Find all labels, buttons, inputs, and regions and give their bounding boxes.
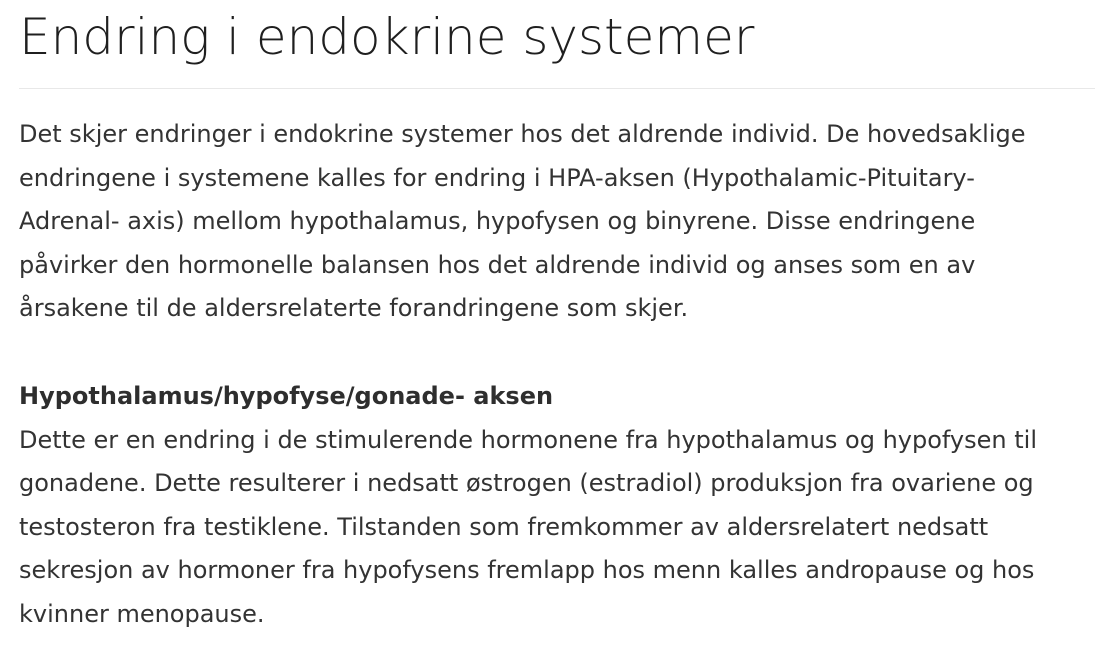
article bbox=[19, 0, 1095, 637]
section-heading: Hypothalamus/hypofyse/gonade- aksen bbox=[19, 381, 554, 410]
section-line: Dette er en endring i de stimulerende hormonene fra hypothalamus og hypofysen til bbox=[19, 425, 1037, 454]
intro-line: Adrenal- axis) mellom hypothalamus, hypofysen og binyrene. Disse endringene bbox=[19, 207, 976, 236]
intro-line: endringene i systemene kalles for endring i HPA-aksen (Hypothalamic-Pituitary- bbox=[19, 163, 975, 192]
intro-paragraph bbox=[19, 113, 1095, 331]
intro-line: årsakene til de aldersrelaterte forandringene som skjer. bbox=[19, 294, 689, 323]
section-line: testosteron fra testiklene. Tilstanden som fremkommer av aldersrelatert nedsatt bbox=[19, 512, 989, 541]
section-line: sekresjon av hormoner fra hypofysens fremlapp hos menn kalles andropause og hos bbox=[19, 556, 1035, 585]
title-divider bbox=[19, 88, 1095, 89]
intro-line: Det skjer endringer i endokrine systemer hos det aldrende individ. De hovedsaklige bbox=[19, 120, 1026, 148]
section-line: kvinner menopause. bbox=[19, 599, 265, 628]
section-line: gonadene. Dette resulterer i nedsatt østrogen (estradiol) produksjon fra ovariene og bbox=[19, 469, 1034, 498]
section-paragraph bbox=[19, 419, 1095, 637]
page-title: Endring i endokrine systemer bbox=[19, 8, 755, 66]
intro-line: påvirker den hormonelle balansen hos det aldrende individ og anses som en av bbox=[19, 250, 976, 279]
